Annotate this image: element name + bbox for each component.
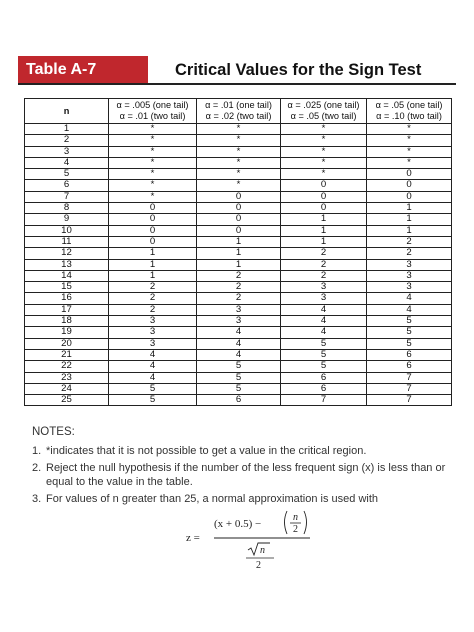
- note-number: 2.: [32, 462, 42, 474]
- critical-value-cell: *: [109, 157, 197, 168]
- critical-value-cell: 5: [109, 383, 197, 394]
- critical-value-cell: 4: [109, 361, 197, 372]
- critical-value-cell: *: [281, 157, 367, 168]
- table-row: [25, 383, 452, 394]
- normal-approximation-formula: [186, 508, 326, 570]
- critical-value-cell: 5: [281, 361, 367, 372]
- table-row: [25, 270, 452, 281]
- row-n-cell: 24: [25, 383, 109, 394]
- note-item: [32, 492, 452, 506]
- row-n-cell: 11: [25, 236, 109, 247]
- row-n-cell: 4: [25, 157, 109, 168]
- row-n-cell: 20: [25, 338, 109, 349]
- critical-value-cell: *: [281, 169, 367, 180]
- column-header-line2: α = .02 (two tail): [205, 111, 272, 121]
- critical-value-cell: *: [281, 146, 367, 157]
- row-n-cell: 1: [25, 124, 109, 135]
- formula-numerator-left: (x + 0.5) −: [214, 518, 262, 530]
- critical-value-cell: 0: [109, 214, 197, 225]
- row-n-cell: 15: [25, 282, 109, 293]
- column-header-line1: n: [63, 105, 70, 116]
- critical-value-cell: 4: [197, 327, 281, 338]
- critical-value-cell: 4: [281, 327, 367, 338]
- column-header-alpha-05: [367, 99, 452, 124]
- table-row: [25, 361, 452, 372]
- critical-value-cell: 0: [197, 203, 281, 214]
- critical-value-cell: 2: [109, 282, 197, 293]
- table-header: [18, 56, 456, 84]
- critical-value-cell: 0: [197, 214, 281, 225]
- sqrt-sign: [248, 543, 270, 555]
- row-n-cell: 22: [25, 361, 109, 372]
- row-n-cell: 5: [25, 169, 109, 180]
- critical-value-cell: 6: [197, 395, 281, 406]
- paren-left: [285, 511, 288, 534]
- denominator-bottom: 2: [256, 560, 261, 570]
- row-n-cell: 16: [25, 293, 109, 304]
- critical-value-cell: 3: [281, 282, 367, 293]
- table-row: [25, 203, 452, 214]
- critical-value-cell: 1: [109, 270, 197, 281]
- critical-value-cell: 1: [197, 236, 281, 247]
- critical-value-cell: *: [197, 135, 281, 146]
- note-item: [32, 444, 452, 458]
- table-row: [25, 191, 452, 202]
- column-header-line1: α = .01 (one tail): [205, 100, 272, 110]
- critical-value-cell: 2: [367, 236, 452, 247]
- column-header-line1: α = .05 (one tail): [375, 100, 443, 110]
- note-text: Reject the null hypothesis if the number of the less frequent sign (x) is less than or equal to the value in the table.: [46, 462, 446, 488]
- critical-value-cell: *: [367, 135, 452, 146]
- row-n-cell: 3: [25, 146, 109, 157]
- table-row: [25, 316, 452, 327]
- critical-value-cell: 2: [367, 248, 452, 259]
- row-n-cell: 12: [25, 248, 109, 259]
- critical-value-cell: 4: [281, 316, 367, 327]
- critical-value-cell: 5: [197, 361, 281, 372]
- table-row: [25, 349, 452, 360]
- critical-value-cell: 6: [281, 372, 367, 383]
- critical-value-cell: *: [367, 157, 452, 168]
- critical-value-cell: 3: [197, 304, 281, 315]
- critical-value-cell: 6: [367, 361, 452, 372]
- critical-value-cell: 1: [197, 259, 281, 270]
- row-n-cell: 18: [25, 316, 109, 327]
- critical-value-cell: 4: [367, 304, 452, 315]
- row-n-cell: 7: [25, 191, 109, 202]
- table-row: [25, 395, 452, 406]
- paren-right: [304, 511, 307, 534]
- critical-values-table: [24, 98, 452, 406]
- note-number: 1.: [32, 445, 42, 457]
- column-header-alpha-01: [197, 99, 281, 124]
- table-row: [25, 146, 452, 157]
- critical-value-cell: 4: [109, 349, 197, 360]
- critical-value-cell: 3: [109, 338, 197, 349]
- critical-value-cell: *: [281, 135, 367, 146]
- critical-value-cell: 0: [197, 225, 281, 236]
- critical-value-cell: 0: [109, 236, 197, 247]
- formula-lhs: z =: [186, 532, 200, 544]
- critical-value-cell: 5: [197, 383, 281, 394]
- row-n-cell: 2: [25, 135, 109, 146]
- critical-value-cell: 2: [109, 304, 197, 315]
- row-n-cell: 19: [25, 327, 109, 338]
- critical-value-cell: 1: [109, 248, 197, 259]
- critical-value-cell: 5: [197, 372, 281, 383]
- row-n-cell: 8: [25, 203, 109, 214]
- header-rule: [18, 83, 456, 85]
- critical-value-cell: 7: [367, 395, 452, 406]
- critical-value-cell: 3: [109, 316, 197, 327]
- table-row: [25, 248, 452, 259]
- table-label-badge: Table A-7: [18, 56, 148, 84]
- column-header-alpha-025: [281, 99, 367, 124]
- critical-value-cell: *: [197, 169, 281, 180]
- column-header-line1: α = .005 (one tail): [116, 100, 189, 110]
- table-body: [25, 124, 452, 406]
- row-n-cell: 23: [25, 372, 109, 383]
- critical-value-cell: *: [109, 124, 197, 135]
- critical-value-cell: *: [197, 124, 281, 135]
- critical-value-cell: 0: [281, 191, 367, 202]
- critical-value-cell: *: [109, 180, 197, 191]
- critical-value-cell: 3: [367, 270, 452, 281]
- critical-value-cell: *: [109, 135, 197, 146]
- critical-value-cell: 2: [197, 282, 281, 293]
- critical-value-cell: 0: [367, 191, 452, 202]
- critical-value-cell: 3: [367, 282, 452, 293]
- notes-section: [32, 426, 452, 509]
- table-row: [25, 282, 452, 293]
- critical-value-cell: 2: [197, 270, 281, 281]
- row-n-cell: 9: [25, 214, 109, 225]
- table-row: [25, 293, 452, 304]
- column-header-line2: α = .10 (two tail): [376, 111, 442, 121]
- critical-value-cell: 5: [109, 395, 197, 406]
- table-row: [25, 135, 452, 146]
- critical-value-cell: 3: [281, 293, 367, 304]
- critical-value-cell: 2: [109, 293, 197, 304]
- note-text: For values of n greater than 25, a normal approximation is used with: [46, 493, 379, 505]
- column-header-n: [25, 99, 109, 124]
- critical-value-cell: 0: [281, 203, 367, 214]
- critical-value-cell: 3: [367, 259, 452, 270]
- critical-value-cell: 1: [197, 248, 281, 259]
- table-row: [25, 214, 452, 225]
- inner-frac-bottom: 2: [293, 524, 298, 535]
- critical-value-cell: *: [109, 146, 197, 157]
- critical-value-cell: *: [109, 169, 197, 180]
- critical-value-cell: 0: [367, 180, 452, 191]
- table-row: [25, 157, 452, 168]
- row-n-cell: 21: [25, 349, 109, 360]
- note-number: 3.: [32, 493, 42, 505]
- critical-value-cell: 5: [281, 349, 367, 360]
- critical-value-cell: 5: [367, 327, 452, 338]
- critical-value-cell: 4: [367, 293, 452, 304]
- table-row: [25, 259, 452, 270]
- critical-value-cell: 6: [281, 383, 367, 394]
- note-item: [32, 461, 452, 489]
- critical-value-cell: 3: [197, 316, 281, 327]
- critical-value-cell: 6: [367, 349, 452, 360]
- table-row: [25, 124, 452, 135]
- critical-value-cell: *: [367, 124, 452, 135]
- column-header-line1: α = .025 (one tail): [287, 100, 360, 110]
- critical-value-cell: 4: [281, 304, 367, 315]
- table-row: [25, 327, 452, 338]
- critical-value-cell: 0: [281, 180, 367, 191]
- critical-value-cell: 3: [109, 327, 197, 338]
- critical-value-cell: 2: [281, 248, 367, 259]
- critical-value-cell: 2: [281, 259, 367, 270]
- critical-value-cell: 7: [281, 395, 367, 406]
- note-text: *indicates that it is not possible to get a value in the critical region.: [46, 445, 367, 457]
- critical-value-cell: 7: [367, 372, 452, 383]
- critical-value-cell: 1: [367, 225, 452, 236]
- row-n-cell: 6: [25, 180, 109, 191]
- table-title: Critical Values for the Sign Test: [175, 61, 422, 79]
- table-row: [25, 225, 452, 236]
- critical-value-cell: 0: [109, 225, 197, 236]
- sqrt-argument: n: [260, 545, 265, 556]
- critical-value-cell: 0: [109, 203, 197, 214]
- critical-value-cell: 4: [197, 338, 281, 349]
- table-row: [25, 180, 452, 191]
- critical-value-cell: 0: [197, 191, 281, 202]
- critical-value-cell: 1: [281, 225, 367, 236]
- table-row: [25, 338, 452, 349]
- table-row: [25, 169, 452, 180]
- row-n-cell: 14: [25, 270, 109, 281]
- critical-value-cell: 1: [367, 214, 452, 225]
- critical-value-cell: *: [367, 146, 452, 157]
- critical-value-cell: *: [281, 124, 367, 135]
- column-header-alpha-005: [109, 99, 197, 124]
- critical-value-cell: 1: [281, 214, 367, 225]
- row-n-cell: 13: [25, 259, 109, 270]
- critical-value-cell: 5: [367, 316, 452, 327]
- table-row: [25, 372, 452, 383]
- table-header-row: [25, 99, 452, 124]
- critical-value-cell: 1: [281, 236, 367, 247]
- table-row: [25, 304, 452, 315]
- critical-value-cell: *: [197, 180, 281, 191]
- table-row: [25, 236, 452, 247]
- column-header-line2: α = .01 (two tail): [119, 111, 186, 121]
- critical-value-cell: 7: [367, 383, 452, 394]
- row-n-cell: 17: [25, 304, 109, 315]
- critical-value-cell: 2: [281, 270, 367, 281]
- critical-value-cell: 5: [367, 338, 452, 349]
- notes-title: NOTES:: [32, 426, 75, 438]
- critical-value-cell: 4: [197, 349, 281, 360]
- inner-frac-top: n: [293, 512, 298, 523]
- column-header-line2: α = .05 (two tail): [290, 111, 357, 121]
- row-n-cell: 25: [25, 395, 109, 406]
- row-n-cell: 10: [25, 225, 109, 236]
- critical-value-cell: 2: [197, 293, 281, 304]
- critical-value-cell: 0: [367, 169, 452, 180]
- critical-value-cell: 5: [281, 338, 367, 349]
- critical-value-cell: *: [197, 157, 281, 168]
- critical-value-cell: *: [109, 191, 197, 202]
- critical-value-cell: 1: [109, 259, 197, 270]
- critical-value-cell: 1: [367, 203, 452, 214]
- critical-value-cell: 4: [109, 372, 197, 383]
- critical-value-cell: *: [197, 146, 281, 157]
